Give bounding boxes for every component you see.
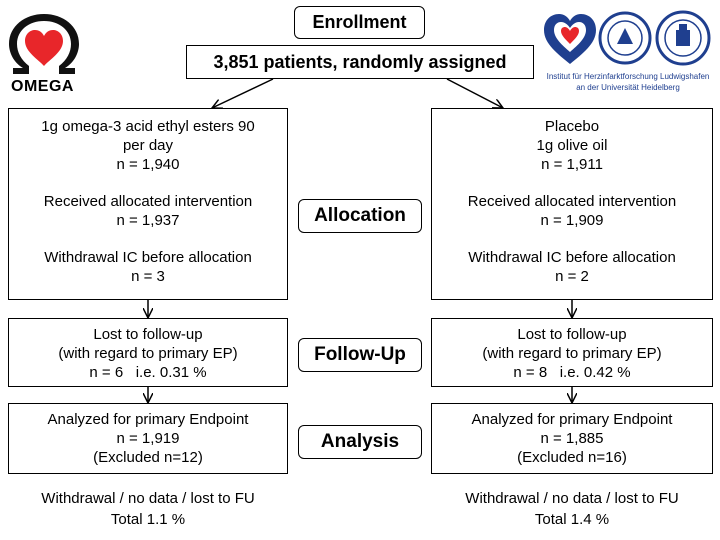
left-summary [8, 488, 288, 530]
stage-follow-up-label: Follow-Up [314, 344, 406, 365]
enrollment-label: Enrollment [312, 12, 407, 32]
left-followup-box [8, 318, 288, 387]
left-allocation-box [8, 108, 288, 300]
left-alloc-line5: n = 1,937 [116, 212, 180, 229]
left-analysis-box [8, 403, 288, 474]
right-alloc-line5: n = 1,909 [540, 212, 604, 229]
institute-name-line2: an der Universität Heidelberg [576, 83, 680, 92]
right-summary [431, 488, 713, 530]
right-alloc-line4: Received allocated intervention [467, 193, 677, 210]
right-analysis-box [431, 403, 713, 474]
left-follow-line3: n = 6 i.e. 0.31 % [89, 364, 207, 381]
omega-logo-text: OMEGA [11, 78, 74, 95]
left-follow-line2: (with regard to primary EP) [58, 345, 238, 362]
right-follow-line2: (with regard to primary EP) [482, 345, 662, 362]
right-followup-box [431, 318, 713, 387]
right-allocation-box [431, 108, 713, 300]
institute-heart-emblem-icon [540, 8, 716, 70]
right-analysis-line2: n = 1,885 [540, 430, 604, 447]
left-analysis-line3: (Excluded n=12) [93, 449, 203, 466]
left-summary-line2: Total 1.1 % [110, 511, 186, 528]
right-follow-line1: Lost to follow-up [517, 326, 627, 343]
right-alloc-line3: n = 1,911 [541, 156, 603, 173]
stage-allocation [298, 199, 422, 233]
institute-name-line1: Institut für Herzinfarktforschung Ludwigshafen [546, 72, 710, 81]
right-alloc-line7: n = 2 [555, 268, 589, 285]
right-analysis-line1: Analyzed for primary Endpoint [471, 411, 673, 428]
stage-analysis [298, 425, 422, 459]
right-summary-line2: Total 1.4 % [534, 511, 610, 528]
left-alloc-line3: n = 1,940 [116, 156, 180, 173]
stage-analysis-label: Analysis [320, 431, 400, 452]
left-alloc-line4: Received allocated intervention [43, 193, 253, 210]
omega-logo [5, 10, 83, 96]
right-alloc-line2: 1g olive oil [536, 137, 608, 154]
randomized-box [186, 45, 534, 79]
right-alloc-line6: Withdrawal IC before allocation [468, 249, 676, 266]
right-alloc-line1: Placebo [544, 118, 600, 135]
left-alloc-line6: Withdrawal IC before allocation [44, 249, 252, 266]
institute-logos [540, 8, 716, 100]
randomized-label: 3,851 patients, randomly assigned [213, 52, 507, 72]
stage-allocation-label: Allocation [314, 205, 406, 226]
left-alloc-line2: per day [122, 137, 174, 154]
left-analysis-line1: Analyzed for primary Endpoint [47, 411, 249, 428]
arrow-enroll-to-left [212, 79, 273, 108]
left-alloc-line1: 1g omega-3 acid ethyl esters 90 [41, 118, 255, 135]
right-summary-line1: Withdrawal / no data / lost to FU [465, 490, 679, 507]
left-analysis-line2: n = 1,919 [116, 430, 180, 447]
arrow-enroll-to-right [447, 79, 503, 108]
enrollment-box [294, 6, 425, 39]
omega-heart-icon [5, 10, 83, 80]
right-analysis-line3: (Excluded n=16) [517, 449, 627, 466]
left-follow-line1: Lost to follow-up [93, 326, 203, 343]
left-alloc-line7: n = 3 [131, 268, 165, 285]
left-summary-line1: Withdrawal / no data / lost to FU [41, 490, 255, 507]
stage-follow-up [298, 338, 422, 372]
right-follow-line3: n = 8 i.e. 0.42 % [513, 364, 631, 381]
